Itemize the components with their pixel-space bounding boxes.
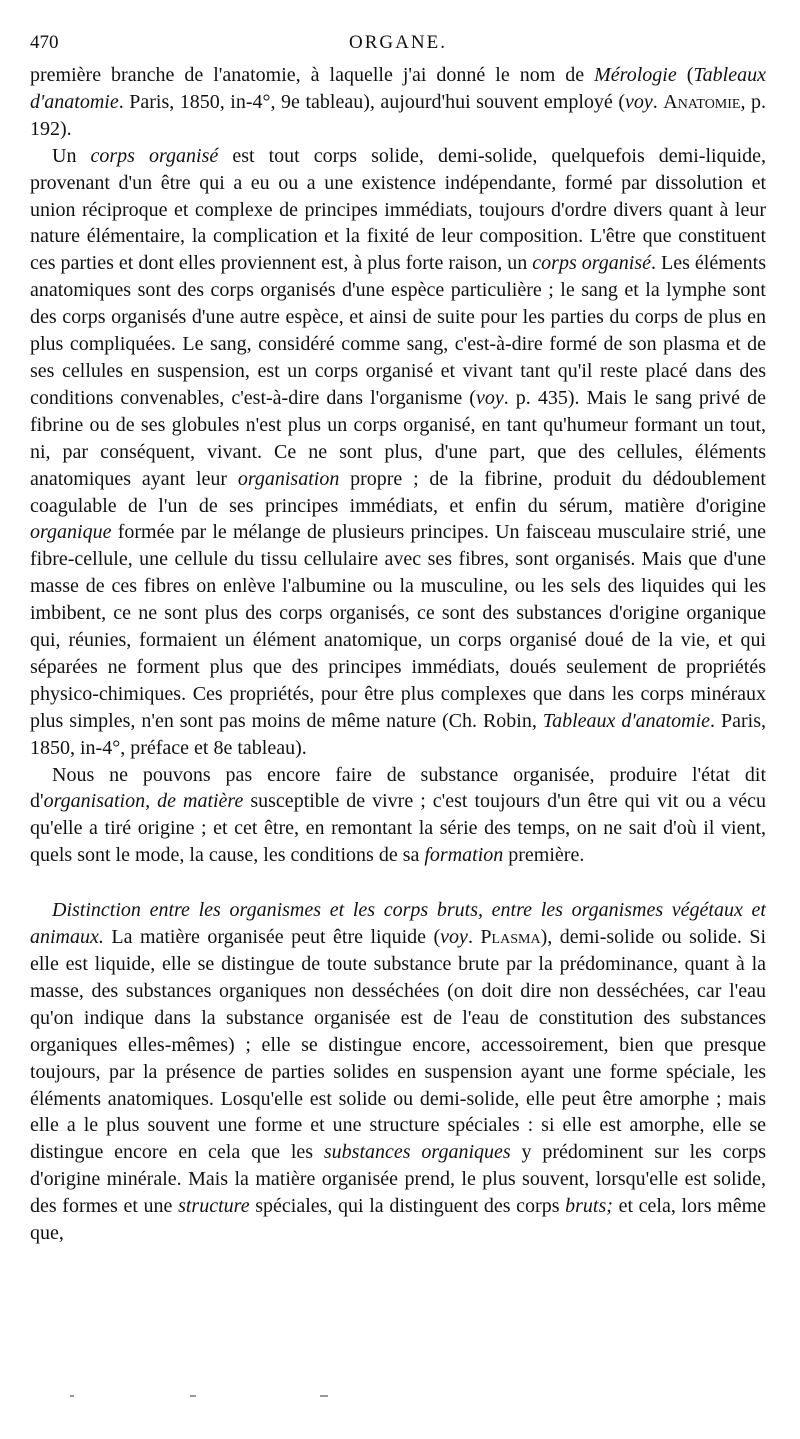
text-run: et cela, lors même que,: [30, 1195, 767, 1245]
small-caps-text: Anatomie: [663, 90, 741, 113]
italic-text: voy: [475, 386, 504, 409]
text-run: ), demi-solide ou solide. Si elle est liquide, elle se distingue de toute substance brute par la prédominance, quant à la masse, des substances organiques non desséchées (on doit dire non desséchées, car l'eau qu'on indique dans la substance organisée est de l'eau de constitution des substances organiques elles-mêmes) ; elle se distingue encore, accessoirement, bien que presque toujours, par la présence de parties solides en suspension ayant une forme spéciale, les éléments anatomiques. Losqu'elle est solide ou demi-solide, elle peut être amorphe ; mais elle a le plus souvent une forme et une structure spéciales : si elle est amorphe, elle se distingue encore en cela que les: [30, 926, 767, 1164]
small-caps-text: Plasma: [480, 926, 541, 949]
text-run: La matière organisée peut être liquide (: [103, 926, 441, 949]
text-run: Un: [52, 144, 91, 167]
italic-text: substances organiques: [323, 1141, 511, 1164]
text-run: susceptible de vivre ; c'est toujours d'un être qui vit ou a vécu qu'elle a tiré origine ; et cet être, en remontant la série des temps, on ne sait d'où il vient, quels sont le mode, la cause, les conditions de sa: [30, 790, 766, 867]
italic-text: Tableaux d'anatomie: [542, 709, 711, 732]
italic-text: structure: [178, 1195, 250, 1218]
text-run: . Paris, 1850, in-4°, préface et 8e tableau).: [30, 709, 766, 759]
italic-text: formation: [424, 844, 504, 867]
page-number: 470: [30, 32, 59, 53]
text-run: première.: [503, 844, 585, 867]
italic-text: Distinction entre les organismes et les corps bruts, entre les organismes végétaux et animaux.: [30, 899, 766, 949]
italic-text: organisation, de matière: [43, 790, 244, 813]
italic-text: Tableaux d'anatomie: [30, 64, 766, 113]
text-run: .: [652, 90, 664, 113]
text-run: formée par le mélange de plusieurs principes. Un faisceau musculaire strié, une fibre-cellule, une cellule du tissu cellulaire avec ses fibres, sont organisés. Mais que d'une masse de ces fibres on enlève l'albumine ou la musculine, ou les sels des liquides qui les imbibent, ce ne sont plus des corps organisés, ce sont des substances d'origine organique qui, réunies, formaient un élément anatomique, un corps organisé doué de la vie, et qui séparées ne forment plus que des principes immédiats, doués seulement de propriétés physico-chimiques. Ces propriétés, pour être plus complexes que dans les corps minéraux plus simples, n'en sont pas moins de même nature (Ch. Robin,: [30, 521, 766, 732]
italic-text: Mérologie: [594, 64, 677, 86]
book-page: [30, 28, 766, 1247]
text-run: spéciales, qui la distinguent des corps: [249, 1195, 566, 1218]
text-run: y prédominent sur les corps d'origine minérale. Mais la matière organisée prend, le plus souvent, lorsqu'elle est solide, des formes et une: [30, 1141, 766, 1218]
running-title: ORGANE.: [349, 32, 447, 53]
text-run: est tout corps solide, demi-solide, quelquefois demi-liquide, provenant d'un être qui a eu ou a une existence indépendante, formé par dissolution et union réciproque et complexe de principes immédiats, toujours d'ordre divers quant à leur nature élémentaire, la complication et la fixité de leur composition. L'être que constituent ces parties et dont elles proviennent est, à plus forte raison, un: [30, 144, 766, 275]
text-run: , p. 192).: [30, 90, 766, 140]
italic-text: organique: [30, 521, 112, 544]
page-header: [30, 28, 766, 62]
italic-text: bruts;: [565, 1195, 613, 1218]
paragraph-p4: [30, 897, 766, 1247]
italic-text: corps organisé: [532, 252, 651, 275]
italic-text: voy: [624, 90, 653, 113]
text-run: . p. 435). Mais le sang privé de fibrine ou de ses globules n'est plus un corps organisé, en tant qu'humeur formant un tout, ni, par conséquent, vivant. Ce ne sont plus, d'une part, que des cellules, éléments anatomiques ayant leur: [30, 386, 766, 490]
body-text: [30, 62, 766, 1247]
text-run: propre ; de la fibrine, produit du dédoublement coagulable de l'un de ses principes immédiats, et enfin du sérum, matière d'origine: [30, 467, 766, 517]
text-run: Nous ne pouvons pas encore faire de substance organisée, produire l'état dit d': [30, 763, 766, 813]
paragraph-p2: [30, 143, 766, 762]
paragraph-p1: [30, 62, 766, 143]
italic-text: organisation: [237, 467, 340, 490]
italic-text: voy: [440, 926, 468, 949]
text-run: .: [467, 926, 481, 949]
text-run: (: [676, 64, 694, 86]
italic-text: corps organisé: [90, 144, 219, 167]
page-bottom-specks: [60, 1395, 760, 1405]
text-run: première branche de l'anatomie, à laquelle j'ai donné le nom de: [30, 64, 595, 86]
paragraph-p3: [30, 762, 766, 870]
text-run: . Les éléments anatomiques sont des corps organisés d'une espèce particulière ; le sang et la lymphe sont des corps organisés d'une autre espèce, et ainsi de suite pour les parties du corps de plus en plus compliquées. Le sang, considéré comme sang, c'est-à-dire formé de son plasma et de ses cellules en suspension, est un corps organisé et vivant tant qu'il reste placé dans des conditions convenables, c'est-à-dire dans l'organisme (: [30, 252, 766, 409]
section-gap: [30, 869, 766, 897]
text-run: . Paris, 1850, in-4°, 9e tableau), aujourd'hui souvent employé (: [118, 90, 625, 113]
